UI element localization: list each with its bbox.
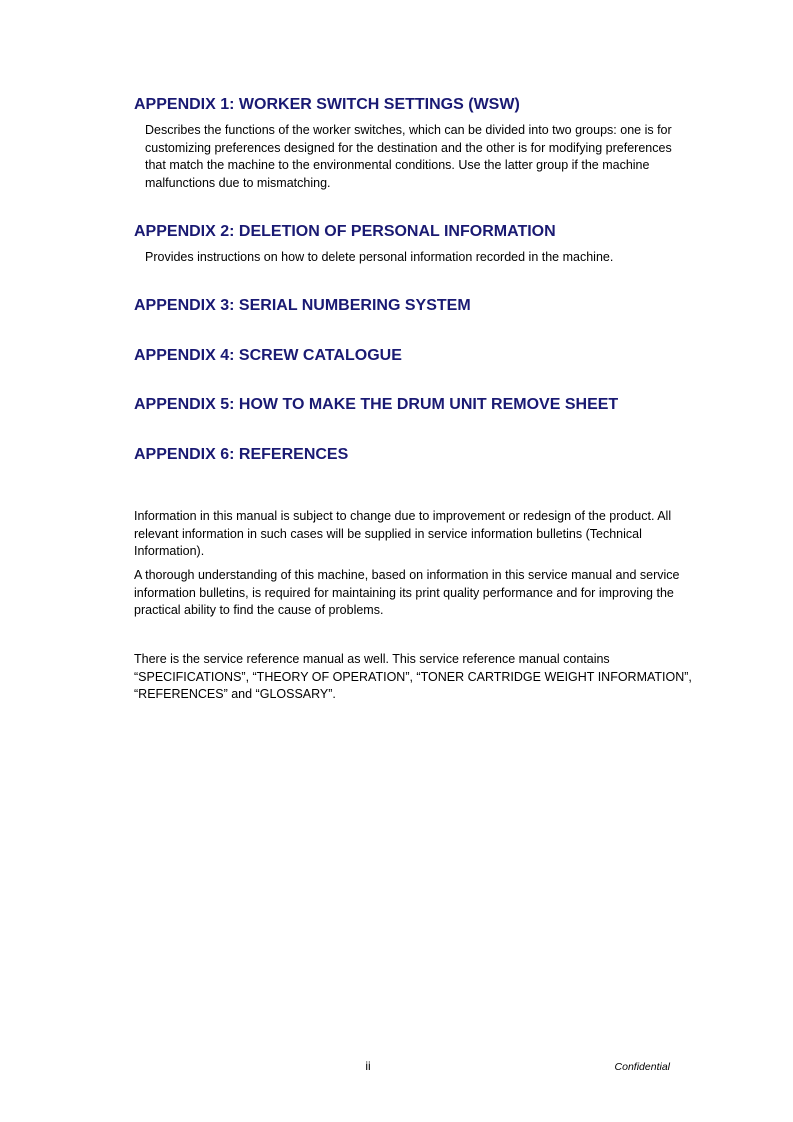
understanding-paragraph: A thorough understanding of this machine, based on information in this service manual and service information bulletins, is required for maintaining its print quality performance and for improving the practical ability to find the cause of problems. (134, 568, 680, 617)
appendix-6-heading: APPENDIX 6: REFERENCES (134, 446, 349, 463)
change-notice-paragraph: Information in this manual is subject to change due to improvement or redesign of the product. All relevant information in such cases will be supplied in service information bulletins (Technical Information). (134, 509, 672, 558)
reference-manual-paragraph: There is the service reference manual as well. This service reference manual contains “SPECIFICATIONS”, “THEORY OF OPERATION”, “TONER CARTRIDGE WEIGHT INFORMATION”, “REFERENCES” and “GLOSSARY”. (134, 652, 692, 701)
appendix-4-heading: APPENDIX 4: SCREW CATALOGUE (134, 347, 402, 364)
confidential-label: Confidential (614, 1061, 670, 1073)
appendix-5-heading: APPENDIX 5: HOW TO MAKE THE DRUM UNIT REMOVE SHEET (134, 396, 619, 413)
appendix-2-description: Provides instructions on how to delete personal information recorded in the machine. (145, 250, 614, 264)
appendix-1-description: Describes the functions of the worker switches, which can be divided into two groups: one is for customizing preferences designed for the destination and the other is for modifying preferences that match the machine to the environmental conditions. Use the latter group if the machine malfunctions due to mismatching. (145, 123, 672, 190)
page-number: ii (365, 1059, 371, 1073)
appendix-2-heading: APPENDIX 2: DELETION OF PERSONAL INFORMATION (134, 223, 556, 240)
appendix-3-heading: APPENDIX 3: SERIAL NUMBERING SYSTEM (134, 297, 471, 314)
appendix-1-heading: APPENDIX 1: WORKER SWITCH SETTINGS (WSW) (134, 96, 520, 113)
